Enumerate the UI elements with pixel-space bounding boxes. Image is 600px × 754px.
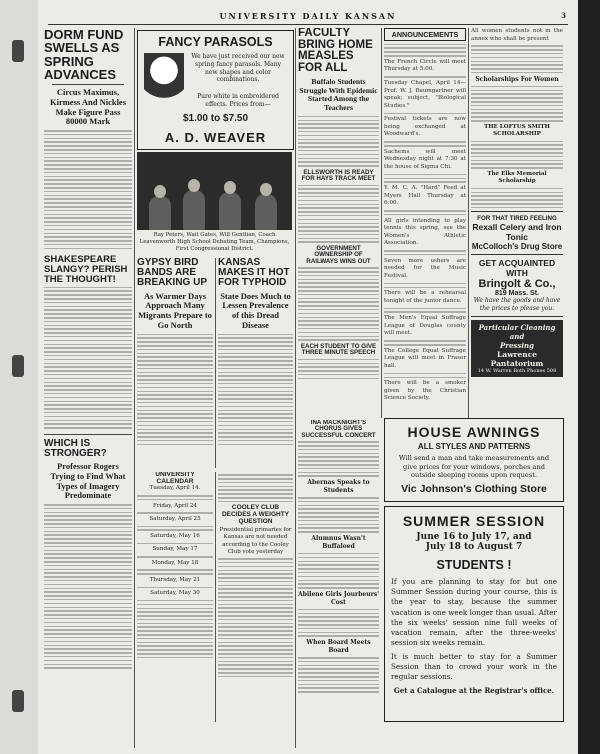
typhoid-story <box>218 258 293 468</box>
ellsworth-headline: ELLSWORTH IS READY FOR HAYS TRACK MEET <box>301 168 376 182</box>
particular-line1: Particular Cleaning and <box>478 322 556 341</box>
which-stronger-subhead: Professor Rogers Trying to Find What Types of Imagery Predominate <box>50 460 126 501</box>
shakespeare-headline: SHAKESPEARE SLANGY? PERISH THE THOUGHT! <box>44 254 128 285</box>
announcement-8: There will be a rehearsal tonight of the junior dance. <box>384 290 466 304</box>
typhoid-subhead: State Does Much to Lessen Prevalence of this Dread Disease <box>220 290 291 330</box>
gypsy-body <box>137 334 213 446</box>
pantatorium-ad <box>471 320 563 377</box>
summer-dates-2: July 18 to August 7 <box>425 542 523 552</box>
faculty-subhead: Buffalo Students Struggle With Epidemic Started Among the Teachers <box>299 76 378 113</box>
pantatorium-name: Lawrence Pantatorium <box>490 349 544 368</box>
awnings-body: Will send a man and take measurements and give prices for your windows, porches and outside sleeping rooms upon request. <box>398 454 550 480</box>
dorm-fund-body <box>44 130 132 249</box>
particular-line2: Pressing <box>500 340 534 350</box>
calendar-item-7: Thursday, May 21 <box>149 576 201 583</box>
girls-headline: Abilene Girls Jourbeurs' Cost <box>298 590 379 606</box>
calendar-item-2: Friday, April 24 <box>152 502 197 509</box>
summer-dates-1: June 16 to July 17, and <box>416 532 532 542</box>
bringolt-address: 819 Mass. St. <box>495 290 539 298</box>
calendar-item-6: Monday, May 18 <box>151 559 199 566</box>
parasols-store: A. D. WEAVER <box>164 130 267 145</box>
bringolt-ad <box>471 255 563 317</box>
calendar-title: UNIVERSITY CALENDAR <box>155 472 195 485</box>
masthead-title: UNIVERSITY DAILY KANSAN <box>219 11 397 21</box>
which-stronger-headline: WHICH IS STRONGER? <box>44 434 132 459</box>
summer-footer: Get a Catalogue at the Registrar's office. <box>393 686 555 696</box>
announcement-3: Festival tickets are now being exchanged at Woodward's. <box>384 116 466 138</box>
bringolt-tagline: We have the goods and have the prices to please you. <box>473 297 561 313</box>
newspaper-page <box>38 0 578 754</box>
which-stronger-body <box>44 504 132 669</box>
cooley-club-story <box>218 472 293 722</box>
cooley-headline: COOLEY CLUB DECIDES A WEIGHTY QUESTION <box>221 504 290 525</box>
faculty-headline: FACULTY BRING HOME MEASLES FOR ALL <box>298 28 373 75</box>
mccolloch-store: McColloch's Drug Store <box>471 242 563 252</box>
announcement-11: There will be a smoker given by the Christian Science Society. <box>384 380 466 402</box>
parasols-ad <box>137 30 294 150</box>
calendar-item-5: Sunday, May 17 <box>152 546 198 553</box>
announcement-5: Y. M. C. A. "Hard" Feed at Myers Hall Thursday at 6:00. <box>384 185 466 207</box>
parasols-price: $1.00 to $7.50 <box>182 113 249 124</box>
announcement-6: All girls intending to play tennis this spring, see the Women's Athletic Association. <box>384 217 466 247</box>
awarded-headline: Abernas Speaks to Students <box>307 479 370 494</box>
pantatorium-address: 14 W. Warren Both Phones 508 <box>477 367 557 374</box>
cooley-subhead: Presidential primaries for Kansas are not needed according to the Cooley Club vote yesterday <box>219 527 292 555</box>
house-awnings-ad <box>384 418 564 502</box>
summer-session-ad <box>384 506 564 722</box>
scholarships-title: Scholarships For Women <box>475 75 559 83</box>
women-students-note: All women students not in the annex who shall be present <box>471 28 563 42</box>
parasols-title: FANCY PARASOLS <box>158 35 273 49</box>
page-number: 3 <box>561 11 566 20</box>
get-acquainted: GET ACQUAINTED WITH <box>478 258 556 279</box>
typhoid-body <box>218 334 293 446</box>
announcement-4: Sachems will meet Wednesday night at 7:30 at the house of Sigma Chi. <box>384 148 466 170</box>
gypsy-headline: GYPSY BIRD BANDS ARE BREAKING UP <box>137 258 208 289</box>
photo-names: Ray Peters, Wait Gates, Will Gentlian, Coach <box>153 232 276 238</box>
typhoid-headline: KANSAS MAKES IT HOT FOR TYPHOID <box>218 258 290 289</box>
photo-caption-block <box>137 232 292 254</box>
concert-headline: INA MACKNIGHT'S CHORUS GIVES SUCCESSFUL CONCERT <box>301 420 376 439</box>
rexall-tonic: Rexall Celery and Iron Tonic <box>472 222 562 243</box>
government-headline: GOVERNMENT OWNERSHIP OF RAILWAYS WINS OUT <box>306 244 371 265</box>
summer-title: SUMMER SESSION <box>402 513 546 529</box>
dorm-fund-headline: DORM FUND SWELLS AS SPRING ADVANCES <box>44 28 124 82</box>
faculty-column <box>298 28 379 418</box>
announcement-10: The College Equal Suffrage League will meet in Fraser hall. <box>384 347 466 369</box>
announcement-1: The French Circle will meet Thursday at 5:00. <box>384 58 466 73</box>
elks-headline: The Elks Memorial Scholarship <box>487 171 547 185</box>
bringolt-name: Bringolt & Co., <box>478 278 556 291</box>
announcement-7: Seven more ushers are needed for the Music Festival. <box>384 257 466 279</box>
alumni-headline: Alumnus Wasn't Buffaloed <box>311 535 366 550</box>
summer-students: STUDENTS ! <box>436 558 512 572</box>
tired-feeling: FOR THAT TIRED FEELING <box>477 215 557 223</box>
summer-paragraph-1: If you are planning to stay for but one Summer Session during your course, this is the year to stay, because the summer vacation is one week longer than usual. After the six weeks' session nine full weeks of vacation remain, after the three-weeks' session six weeks remain. <box>391 577 557 648</box>
board-meets-headline: When Board Meets Board <box>306 639 371 654</box>
shakespeare-body <box>44 287 132 429</box>
calendar-item-4: Saturday, May 16 <box>150 533 200 540</box>
announcement-9: The Men's Equal Suffrage League of Douglas county will meet. <box>384 315 466 337</box>
book-binding <box>0 0 39 754</box>
calendar-item-3: Saturday, April 25 <box>149 515 201 522</box>
parasols-line1: We have just received our new spring fancy parasols. Many new shapes and color combinations. <box>191 53 285 84</box>
announcements-column <box>384 28 466 418</box>
column-6 <box>471 28 563 418</box>
debate-team-photo <box>137 152 292 230</box>
calendar-item-8: Saturday, May 30 <box>150 590 200 597</box>
gypsy-subhead: As Warmer Days Approach Many Migrants Prepare to Go North <box>138 290 212 330</box>
gypsy-story <box>137 258 213 468</box>
calendar-block <box>137 472 213 722</box>
awnings-store: Vic Johnson's Clothing Store <box>401 482 547 495</box>
loftus-headline: THE LOFTUS SMITH SCHOLARSHIP <box>484 123 550 138</box>
parasols-line2: Pure white in embroidered effects. Prices from— <box>197 93 279 108</box>
dorm-fund-subhead: Circus Maximus, Kirmess And Nickles Make Figure Pass 80000 Mark <box>49 87 127 127</box>
awnings-subtitle: ALL STYLES AND PATTERNS <box>417 442 531 451</box>
column-1 <box>44 28 132 748</box>
parasol-illustration <box>144 53 184 111</box>
mccolloch-ad <box>471 211 563 255</box>
announcements-title: ANNOUNCEMENTS <box>384 28 466 41</box>
photo-caption: Leavenworth High School Debating Team, Champions, First Congressional District. <box>139 239 290 253</box>
faculty-column-lower <box>298 420 379 730</box>
announcement-2: Tuesday Chapel, April 14—Prof. W. J. Baumgartner will speak; subject, "Biological Studies." <box>384 80 466 109</box>
speech-headline: EACH STUDENT TO GIVE THREE MINUTE SPEECH <box>300 342 377 357</box>
awnings-title: HOUSE AWNINGS <box>407 424 541 440</box>
page-edge <box>578 0 600 754</box>
summer-paragraph-2: It is much better to stay for a Summer Session than to crowd your work in the regular sessions. <box>391 651 557 681</box>
masthead <box>48 2 568 25</box>
calendar-item-1: Tuesday, April 14. <box>149 485 201 492</box>
